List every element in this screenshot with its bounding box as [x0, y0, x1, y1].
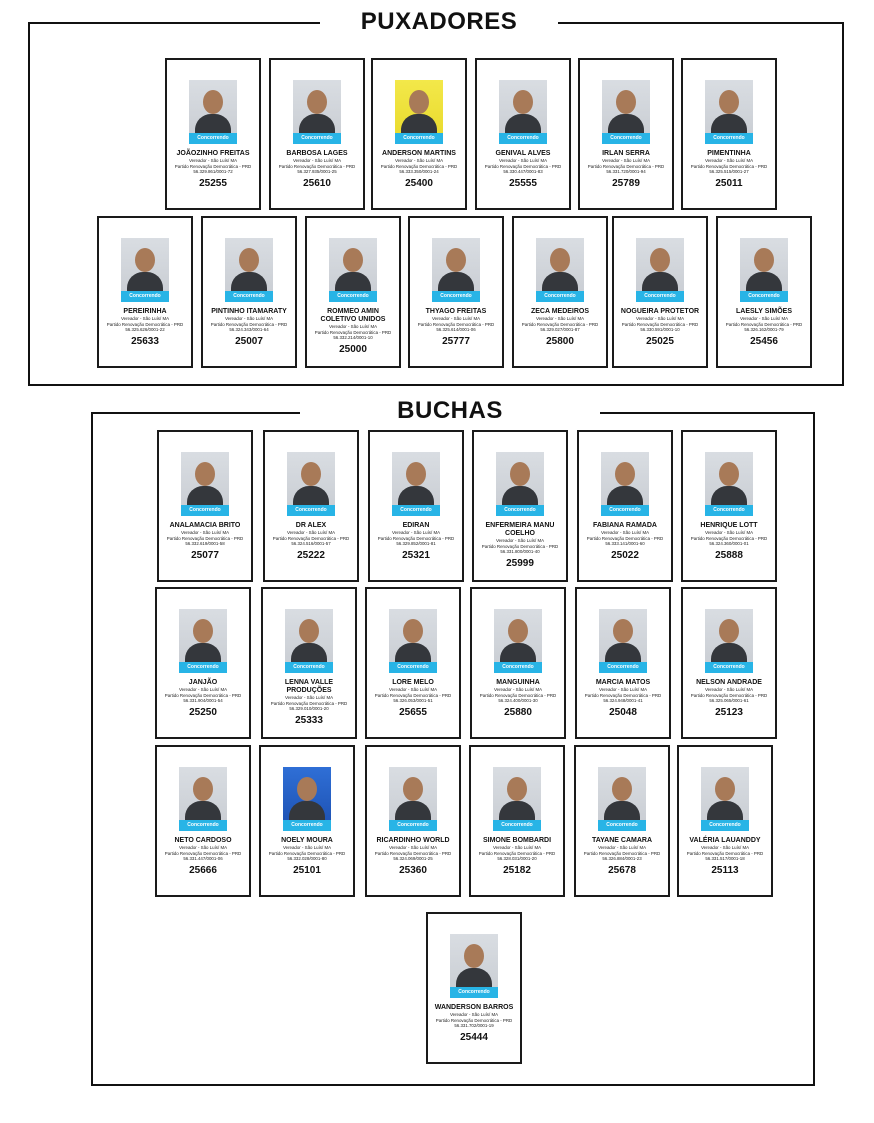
candidate-party: Partido Renovação Democrática - PRD [278, 163, 356, 169]
bucha-card [575, 587, 671, 739]
candidate-role: Vereador - São Luís/ MA [598, 687, 648, 692]
candidate-role: Vereador - São Luís/ MA [120, 316, 170, 321]
candidate-name: MARCIA MATOS [595, 679, 651, 686]
puxador-card [475, 58, 571, 210]
bucha-card [365, 745, 461, 897]
candidate-photo [392, 452, 440, 516]
candidate-party: Partido Renovação Democrática - PRD [479, 692, 557, 698]
candidate-name: LORE MELO [392, 679, 434, 686]
candidate-cnpj: 56.327.935/0001-25 [297, 169, 337, 174]
candidate-photo-head [507, 777, 527, 801]
candidate-role: Vereador - São Luís/ MA [328, 324, 378, 329]
candidate-name: PEREIRINHA [123, 308, 167, 315]
candidate-role: Vereador - São Luís/ MA [292, 158, 342, 163]
candidate-party: Partido Renovação Democrática - PRD [690, 692, 768, 698]
concorrendo-badge: Concorrendo [287, 505, 335, 516]
candidate-name: NOGUEIRA PROTETOR [620, 308, 700, 315]
candidate-cnpj: 56.329.852/0001-81 [396, 541, 436, 546]
candidate-name: TAYANE CAMARA [591, 837, 653, 844]
candidate-party: Partido Renovação Democrática - PRD [164, 850, 242, 856]
candidate-cnpj: 56.324.069/0001-25 [393, 856, 433, 861]
candidate-name: FABIANA RAMADA [593, 522, 657, 529]
candidate-party: Partido Renovação Democrática - PRD [584, 692, 662, 698]
candidate-photo-head [409, 90, 429, 114]
candidate-role: Vereador - São Luís/ MA [493, 687, 543, 692]
concorrendo-badge: Concorrendo [121, 291, 169, 302]
candidate-number: 25113 [711, 864, 739, 876]
candidate-photo [225, 238, 273, 302]
candidate-party: Partido Renovação Democrática - PRD [690, 535, 768, 541]
candidate-number: 25610 [303, 177, 331, 189]
candidate-number: 25999 [506, 557, 534, 569]
candidate-name: RICARDINHO WORLD [376, 837, 450, 844]
candidate-photo [705, 452, 753, 516]
candidate-cnpj: 56.324.400/0001-30 [498, 698, 538, 703]
candidate-photo [701, 767, 749, 831]
candidate-role: Vereador - São Luís/ MA [704, 158, 754, 163]
candidate-name: WANDERSON BARROS [434, 1004, 514, 1011]
candidate-cnpj: 56.330.591/0001-10 [640, 327, 680, 332]
candidate-photo-head [650, 248, 670, 272]
candidate-photo-head [193, 777, 213, 801]
puxador-card [269, 58, 365, 210]
candidate-number: 25633 [131, 335, 159, 347]
puxador-card [371, 58, 467, 210]
candidate-photo-head [446, 248, 466, 272]
candidate-name: PINTINHO ITAMARATY [211, 308, 287, 315]
candidate-role: Vereador - São Luís/ MA [178, 845, 228, 850]
bucha-card [155, 587, 251, 739]
candidate-cnpj: 56.324.360/0001-01 [709, 541, 749, 546]
puxador-card [97, 216, 193, 368]
candidate-photo [179, 767, 227, 831]
candidate-photo [432, 238, 480, 302]
candidate-name: IRLAN SERRA [602, 150, 650, 157]
candidate-photo [493, 767, 541, 831]
candidate-number: 25777 [442, 335, 470, 347]
candidate-photo [121, 238, 169, 302]
candidate-photo [293, 80, 341, 144]
puxador-card [165, 58, 261, 210]
candidate-number: 25255 [199, 177, 227, 189]
candidate-cnpj: 56.330.447/0001-83 [503, 169, 543, 174]
candidate-photo [179, 609, 227, 673]
bucha-card [577, 430, 673, 582]
candidate-photo [389, 767, 437, 831]
candidate-photo [598, 767, 646, 831]
candidate-photo [705, 609, 753, 673]
concorrendo-badge: Concorrendo [283, 820, 331, 831]
candidate-number: 25077 [191, 549, 219, 561]
candidate-cnpj: 56.325.515/0001-27 [709, 169, 749, 174]
candidate-party: Partido Renovação Democrática - PRD [725, 321, 803, 327]
bucha-card [470, 587, 566, 739]
candidate-name: GENIVAL ALVES [495, 150, 551, 157]
candidate-name: HENRIQUE LOTT [700, 522, 758, 529]
puxador-card [305, 216, 401, 368]
candidate-number: 25123 [715, 706, 743, 718]
candidate-role: Vereador - São Luís/ MA [388, 845, 438, 850]
candidate-photo-head [719, 462, 739, 486]
candidate-name: SIMONE BOMBARDI [482, 837, 552, 844]
candidate-party: Partido Renovação Democrática - PRD [481, 543, 559, 549]
candidate-name: LENNA VALLE PRODUÇÕES [284, 679, 334, 694]
candidate-name: MANGUINHA [496, 679, 540, 686]
candidate-role: Vereador - São Luís/ MA [498, 158, 548, 163]
candidate-name: ANDERSON MARTINS [382, 150, 456, 157]
candidate-role: Vereador - São Luís/ MA [597, 845, 647, 850]
candidate-role: Vereador - São Luís/ MA [178, 687, 228, 692]
candidate-photo-head [513, 90, 533, 114]
bucha-card [259, 745, 355, 897]
candidate-name: NETO CARDOSO [174, 837, 232, 844]
candidate-photo-head [754, 248, 774, 272]
candidate-role: Vereador - São Luís/ MA [704, 687, 754, 692]
candidate-party: Partido Renovação Democrática - PRD [521, 321, 599, 327]
candidate-party: Partido Renovação Democrática - PRD [417, 321, 495, 327]
concorrendo-badge: Concorrendo [329, 291, 377, 302]
candidate-photo-head [719, 619, 739, 643]
candidate-role: Vereador - São Luís/ MA [388, 687, 438, 692]
puxador-card [716, 216, 812, 368]
candidate-name: ROMMEO AMIN COLETIVO UNIDOS [320, 308, 386, 323]
concorrendo-badge: Concorrendo [740, 291, 788, 302]
candidate-cnpj: 56.332.028/0001-80 [287, 856, 327, 861]
candidate-photo-head [715, 777, 735, 801]
candidate-name: VALÉRIA LAUANDDY [689, 837, 761, 844]
candidate-cnpj: 56.324.948/0001-41 [603, 698, 643, 703]
candidate-party: Partido Renovação Democrática - PRD [587, 163, 665, 169]
candidate-party: Partido Renovação Democrática - PRD [478, 850, 556, 856]
concorrendo-badge: Concorrendo [536, 291, 584, 302]
candidate-cnpj: 56.326.053/0001-51 [393, 698, 433, 703]
candidate-number: 25182 [503, 864, 531, 876]
candidate-party: Partido Renovação Democrática - PRD [583, 850, 661, 856]
candidate-party: Partido Renovação Democrática - PRD [106, 321, 184, 327]
concorrendo-badge: Concorrendo [392, 505, 440, 516]
buchas-title: BUCHAS [300, 397, 600, 425]
candidate-photo-head [403, 777, 423, 801]
candidate-photo-head [239, 248, 259, 272]
candidate-number: 25222 [297, 549, 325, 561]
candidate-photo [181, 452, 229, 516]
candidate-party: Partido Renovação Democrática - PRD [166, 535, 244, 541]
bucha-card [368, 430, 464, 582]
candidate-number: 25800 [546, 335, 574, 347]
bucha-card [155, 745, 251, 897]
candidate-party: Partido Renovação Democrática - PRD [164, 692, 242, 698]
candidate-role: Vereador - São Luís/ MA [535, 316, 585, 321]
bucha-card [469, 745, 565, 897]
concorrendo-badge: Concorrendo [636, 291, 684, 302]
candidate-number: 25101 [293, 864, 321, 876]
concorrendo-badge: Concorrendo [450, 987, 498, 998]
candidate-number: 25000 [339, 343, 367, 355]
puxador-card [201, 216, 297, 368]
candidate-cnpj: 56.324.343/0001-64 [229, 327, 269, 332]
candidate-role: Vereador - São Luís/ MA [635, 316, 685, 321]
candidate-name: ENFERMEIRA MANU COELHO [485, 522, 555, 537]
candidate-role: Vereador - São Luís/ MA [600, 530, 650, 535]
bucha-card [426, 912, 522, 1064]
candidate-name: DR ALEX [295, 522, 327, 529]
candidate-role: Vereador - São Luís/ MA [284, 695, 334, 700]
candidate-photo-head [135, 248, 155, 272]
candidate-number: 25400 [405, 177, 433, 189]
candidate-party: Partido Renovação Democrática - PRD [174, 163, 252, 169]
candidate-party: Partido Renovação Democrática - PRD [272, 535, 350, 541]
candidate-party: Partido Renovação Democrática - PRD [380, 163, 458, 169]
concorrendo-badge: Concorrendo [598, 820, 646, 831]
concorrendo-badge: Concorrendo [705, 662, 753, 673]
candidate-name: ANALAMACIA BRITO [169, 522, 241, 529]
candidate-party: Partido Renovação Democrática - PRD [270, 700, 348, 706]
candidate-photo [601, 452, 649, 516]
candidate-cnpj: 56.326.162/0001-79 [744, 327, 784, 332]
candidate-cnpj: 56.325.626/0001-22 [125, 327, 165, 332]
concorrendo-badge: Concorrendo [496, 505, 544, 516]
candidate-number: 25555 [509, 177, 537, 189]
candidate-photo-head [195, 462, 215, 486]
candidate-photo [189, 80, 237, 144]
candidate-cnpj: 56.332.619/0001-58 [185, 541, 225, 546]
candidate-photo-head [307, 90, 327, 114]
candidate-party: Partido Renovação Democrática - PRD [435, 1017, 513, 1023]
candidate-name: THYAGO FREITAS [425, 308, 487, 315]
candidate-photo-head [616, 90, 636, 114]
candidate-photo-head [612, 777, 632, 801]
candidate-name: JOÃOZINHO FREITAS [176, 150, 250, 157]
concorrendo-badge: Concorrendo [499, 133, 547, 144]
candidate-photo [329, 238, 377, 302]
candidate-cnpj: 56.332.214/0001-10 [333, 335, 373, 340]
candidate-party: Partido Renovação Democrática - PRD [690, 163, 768, 169]
concorrendo-badge: Concorrendo [181, 505, 229, 516]
puxador-card [612, 216, 708, 368]
concorrendo-badge: Concorrendo [293, 133, 341, 144]
candidate-number: 25321 [402, 549, 430, 561]
candidate-number: 25007 [235, 335, 263, 347]
concorrendo-badge: Concorrendo [493, 820, 541, 831]
bucha-card [472, 430, 568, 582]
candidate-number: 25655 [399, 706, 427, 718]
candidate-photo-head [406, 462, 426, 486]
candidate-name: BARBOSA LAGES [286, 150, 348, 157]
candidate-name: PIMENTINHA [707, 150, 751, 157]
candidate-role: Vereador - São Luís/ MA [601, 158, 651, 163]
candidate-photo [499, 80, 547, 144]
candidate-number: 25048 [609, 706, 637, 718]
concorrendo-badge: Concorrendo [179, 662, 227, 673]
candidate-role: Vereador - São Luís/ MA [394, 158, 444, 163]
bucha-card [157, 430, 253, 582]
candidate-role: Vereador - São Luís/ MA [739, 316, 789, 321]
candidate-photo [450, 934, 498, 998]
concorrendo-badge: Concorrendo [189, 133, 237, 144]
candidate-photo [395, 80, 443, 144]
candidate-number: 25444 [460, 1031, 488, 1043]
candidate-photo [740, 238, 788, 302]
candidate-cnpj: 56.331.904/0001-54 [183, 698, 223, 703]
concorrendo-badge: Concorrendo [432, 291, 480, 302]
puxador-card [578, 58, 674, 210]
puxadores-title: PUXADORES [320, 8, 558, 36]
candidate-photo [705, 80, 753, 144]
concorrendo-badge: Concorrendo [705, 133, 753, 144]
candidate-name: ZECA MEDEIROS [530, 308, 590, 315]
candidate-cnpj: 56.331.447/0001-06 [183, 856, 223, 861]
candidate-role: Vereador - São Luís/ MA [282, 845, 332, 850]
candidate-number: 25360 [399, 864, 427, 876]
candidate-photo-head [203, 90, 223, 114]
candidate-photo [283, 767, 331, 831]
candidate-photo [389, 609, 437, 673]
concorrendo-badge: Concorrendo [601, 505, 649, 516]
candidate-photo [285, 609, 333, 673]
candidate-number: 25678 [608, 864, 636, 876]
candidate-role: Vereador - São Luís/ MA [495, 538, 545, 543]
candidate-name: NELSON ANDRADE [696, 679, 762, 686]
candidate-role: Vereador - São Luís/ MA [704, 530, 754, 535]
candidate-number: 25666 [189, 864, 217, 876]
candidate-role: Vereador - São Luís/ MA [391, 530, 441, 535]
candidate-party: Partido Renovação Democrática - PRD [314, 329, 392, 335]
candidate-cnpj: 56.333.350/0001-24 [399, 169, 439, 174]
candidate-number: 25888 [715, 549, 743, 561]
candidate-photo-head [508, 619, 528, 643]
candidate-name: LAESLY SIMÕES [735, 308, 793, 315]
candidate-party: Partido Renovação Democrática - PRD [686, 850, 764, 856]
candidate-number: 25011 [715, 177, 743, 189]
candidate-photo-head [193, 619, 213, 643]
candidate-party: Partido Renovação Democrática - PRD [210, 321, 288, 327]
concorrendo-badge: Concorrendo [179, 820, 227, 831]
candidate-photo-head [719, 90, 739, 114]
candidate-photo [636, 238, 684, 302]
bucha-card [263, 430, 359, 582]
puxador-card [408, 216, 504, 368]
puxador-card [681, 58, 777, 210]
candidate-photo-head [403, 619, 423, 643]
candidate-photo-head [550, 248, 570, 272]
bucha-card [574, 745, 670, 897]
candidate-photo-head [615, 462, 635, 486]
concorrendo-badge: Concorrendo [389, 662, 437, 673]
candidate-number: 25789 [612, 177, 640, 189]
candidate-party: Partido Renovação Democrática - PRD [374, 692, 452, 698]
candidate-photo [494, 609, 542, 673]
candidate-photo-head [297, 777, 317, 801]
candidate-role: Vereador - São Luís/ MA [449, 1012, 499, 1017]
candidate-number: 25025 [646, 335, 674, 347]
candidate-role: Vereador - São Luís/ MA [224, 316, 274, 321]
candidate-party: Partido Renovação Democrática - PRD [268, 850, 346, 856]
candidate-photo [287, 452, 335, 516]
candidate-role: Vereador - São Luís/ MA [431, 316, 481, 321]
candidate-cnpj: 56.324.516/0001-57 [291, 541, 331, 546]
candidate-name: JANJÃO [188, 679, 218, 686]
concorrendo-badge: Concorrendo [602, 133, 650, 144]
candidate-cnpj: 56.329.027/0001-87 [540, 327, 580, 332]
candidate-cnpj: 56.331.800/0001-40 [500, 549, 540, 554]
bucha-card [681, 430, 777, 582]
candidate-cnpj: 56.331.517/0001-18 [705, 856, 745, 861]
bucha-card [261, 587, 357, 739]
candidate-cnpj: 56.329.010/0001-20 [289, 706, 329, 711]
bucha-card [681, 587, 777, 739]
candidate-role: Vereador - São Luís/ MA [492, 845, 542, 850]
candidate-name: NOELY MOURA [281, 837, 333, 844]
candidate-photo [599, 609, 647, 673]
bucha-card [365, 587, 461, 739]
concorrendo-badge: Concorrendo [395, 133, 443, 144]
puxador-card [512, 216, 608, 368]
candidate-role: Vereador - São Luís/ MA [700, 845, 750, 850]
candidate-number: 25022 [611, 549, 639, 561]
candidate-cnpj: 56.331.702/0001-19 [454, 1023, 494, 1028]
candidate-photo-head [299, 619, 319, 643]
candidate-role: Vereador - São Luís/ MA [180, 530, 230, 535]
candidate-cnpj: 56.325.614/0001-06 [436, 327, 476, 332]
candidate-role: Vereador - São Luís/ MA [286, 530, 336, 535]
candidate-number: 25250 [189, 706, 217, 718]
bucha-card [677, 745, 773, 897]
concorrendo-badge: Concorrendo [701, 820, 749, 831]
candidate-cnpj: 56.333.141/0001-60 [605, 541, 645, 546]
candidate-photo-head [464, 944, 484, 968]
candidate-party: Partido Renovação Democrática - PRD [586, 535, 664, 541]
candidate-number: 25333 [295, 714, 323, 726]
candidate-cnpj: 56.329.861/0001-72 [193, 169, 233, 174]
candidate-photo [496, 452, 544, 516]
candidate-cnpj: 56.331.720/0001-94 [606, 169, 646, 174]
candidate-photo-head [301, 462, 321, 486]
candidate-photo-head [343, 248, 363, 272]
candidate-party: Partido Renovação Democrática - PRD [484, 163, 562, 169]
candidate-name: EDIRAN [402, 522, 430, 529]
concorrendo-badge: Concorrendo [225, 291, 273, 302]
candidate-cnpj: 56.325.065/0001-61 [709, 698, 749, 703]
candidate-photo-head [510, 462, 530, 486]
candidate-photo-head [613, 619, 633, 643]
candidate-photo [602, 80, 650, 144]
concorrendo-badge: Concorrendo [285, 662, 333, 673]
concorrendo-badge: Concorrendo [705, 505, 753, 516]
candidate-number: 25880 [504, 706, 532, 718]
concorrendo-badge: Concorrendo [389, 820, 437, 831]
candidate-party: Partido Renovação Democrática - PRD [374, 850, 452, 856]
candidate-party: Partido Renovação Democrática - PRD [621, 321, 699, 327]
candidate-cnpj: 56.328.031/0001-20 [497, 856, 537, 861]
candidate-cnpj: 56.326.884/0001-23 [602, 856, 642, 861]
concorrendo-badge: Concorrendo [599, 662, 647, 673]
candidate-role: Vereador - São Luís/ MA [188, 158, 238, 163]
candidate-number: 25456 [750, 335, 778, 347]
candidate-party: Partido Renovação Democrática - PRD [377, 535, 455, 541]
concorrendo-badge: Concorrendo [494, 662, 542, 673]
candidate-photo [536, 238, 584, 302]
